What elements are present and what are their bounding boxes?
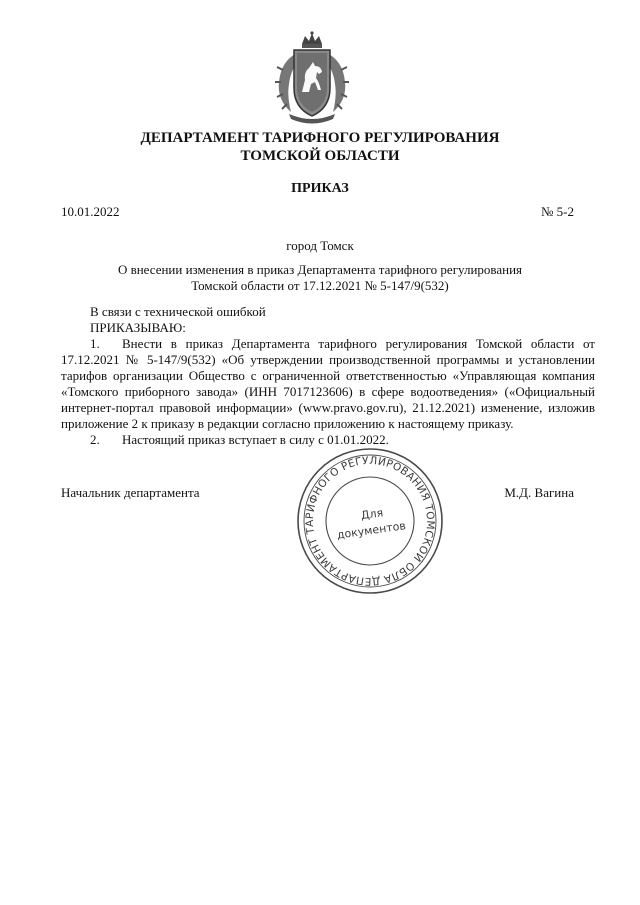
document-city: город Томск	[286, 238, 354, 253]
department-title-line1: ДЕПАРТАМЕНТ ТАРИФНОГО РЕГУЛИРОВАНИЯ	[140, 130, 500, 146]
order-item-number: 1.	[90, 336, 100, 351]
document-date: 10.01.2022	[61, 204, 120, 219]
signatory-title: Начальник департамента	[61, 485, 200, 500]
reason-text: В связи с технической ошибкой	[90, 304, 266, 319]
department-title	[0, 129, 640, 165]
coat-of-arms-emblem	[269, 30, 355, 124]
command-text: ПРИКАЗЫВАЮ:	[90, 320, 186, 335]
document-number: № 5-2	[541, 204, 574, 219]
order-item-text: Настоящий приказ вступает в силу с 01.01.2022.	[122, 432, 389, 447]
stamp-center-line1: Для	[360, 506, 384, 523]
svg-text:ДЕПАРТАМЕНТ ТАРИФНОГО РЕГУЛИРО	[295, 446, 445, 596]
document-type-title: ПРИКАЗ	[291, 181, 349, 196]
signatory-name: М.Д. Вагина	[504, 485, 574, 500]
stamp-center-line2: документов	[336, 519, 407, 542]
document-body	[61, 304, 595, 448]
stamp-ring-text: ДЕПАРТАМЕНТ ТАРИФНОГО РЕГУЛИРОВАНИЯ ТОМСКОЙ ОБЛАСТИ	[303, 454, 437, 588]
order-item-text: Внести в приказ Департамента тарифного регулирования Томской области от 17.12.2021 № 5-147/9(532) «Об утверждении производственной программы и установлении тарифов организации Общество с ограниченной ответственностью «Управляющая компания «Томского приборного завода» (ИНН 7017123606) в сфере водоотведения» («Официальный интернет-портал правовой информации» (www.pravo.gov.ru), 21.12.2021) изменение, изложив приложение 2 к приказу в редакции согласно приложению к настоящему приказу.	[61, 336, 595, 431]
order-item-1	[61, 336, 595, 432]
official-stamp	[295, 446, 445, 596]
subject-line1: О внесении изменения в приказ Департамента тарифного регулирования	[117, 262, 523, 277]
order-item-number: 2.	[90, 432, 100, 447]
department-title-line2: ТОМСКОЙ ОБЛАСТИ	[240, 148, 400, 164]
subject-line2: Томской области от 17.12.2021 № 5-147/9(532)	[191, 278, 449, 293]
document-subject	[0, 262, 640, 294]
